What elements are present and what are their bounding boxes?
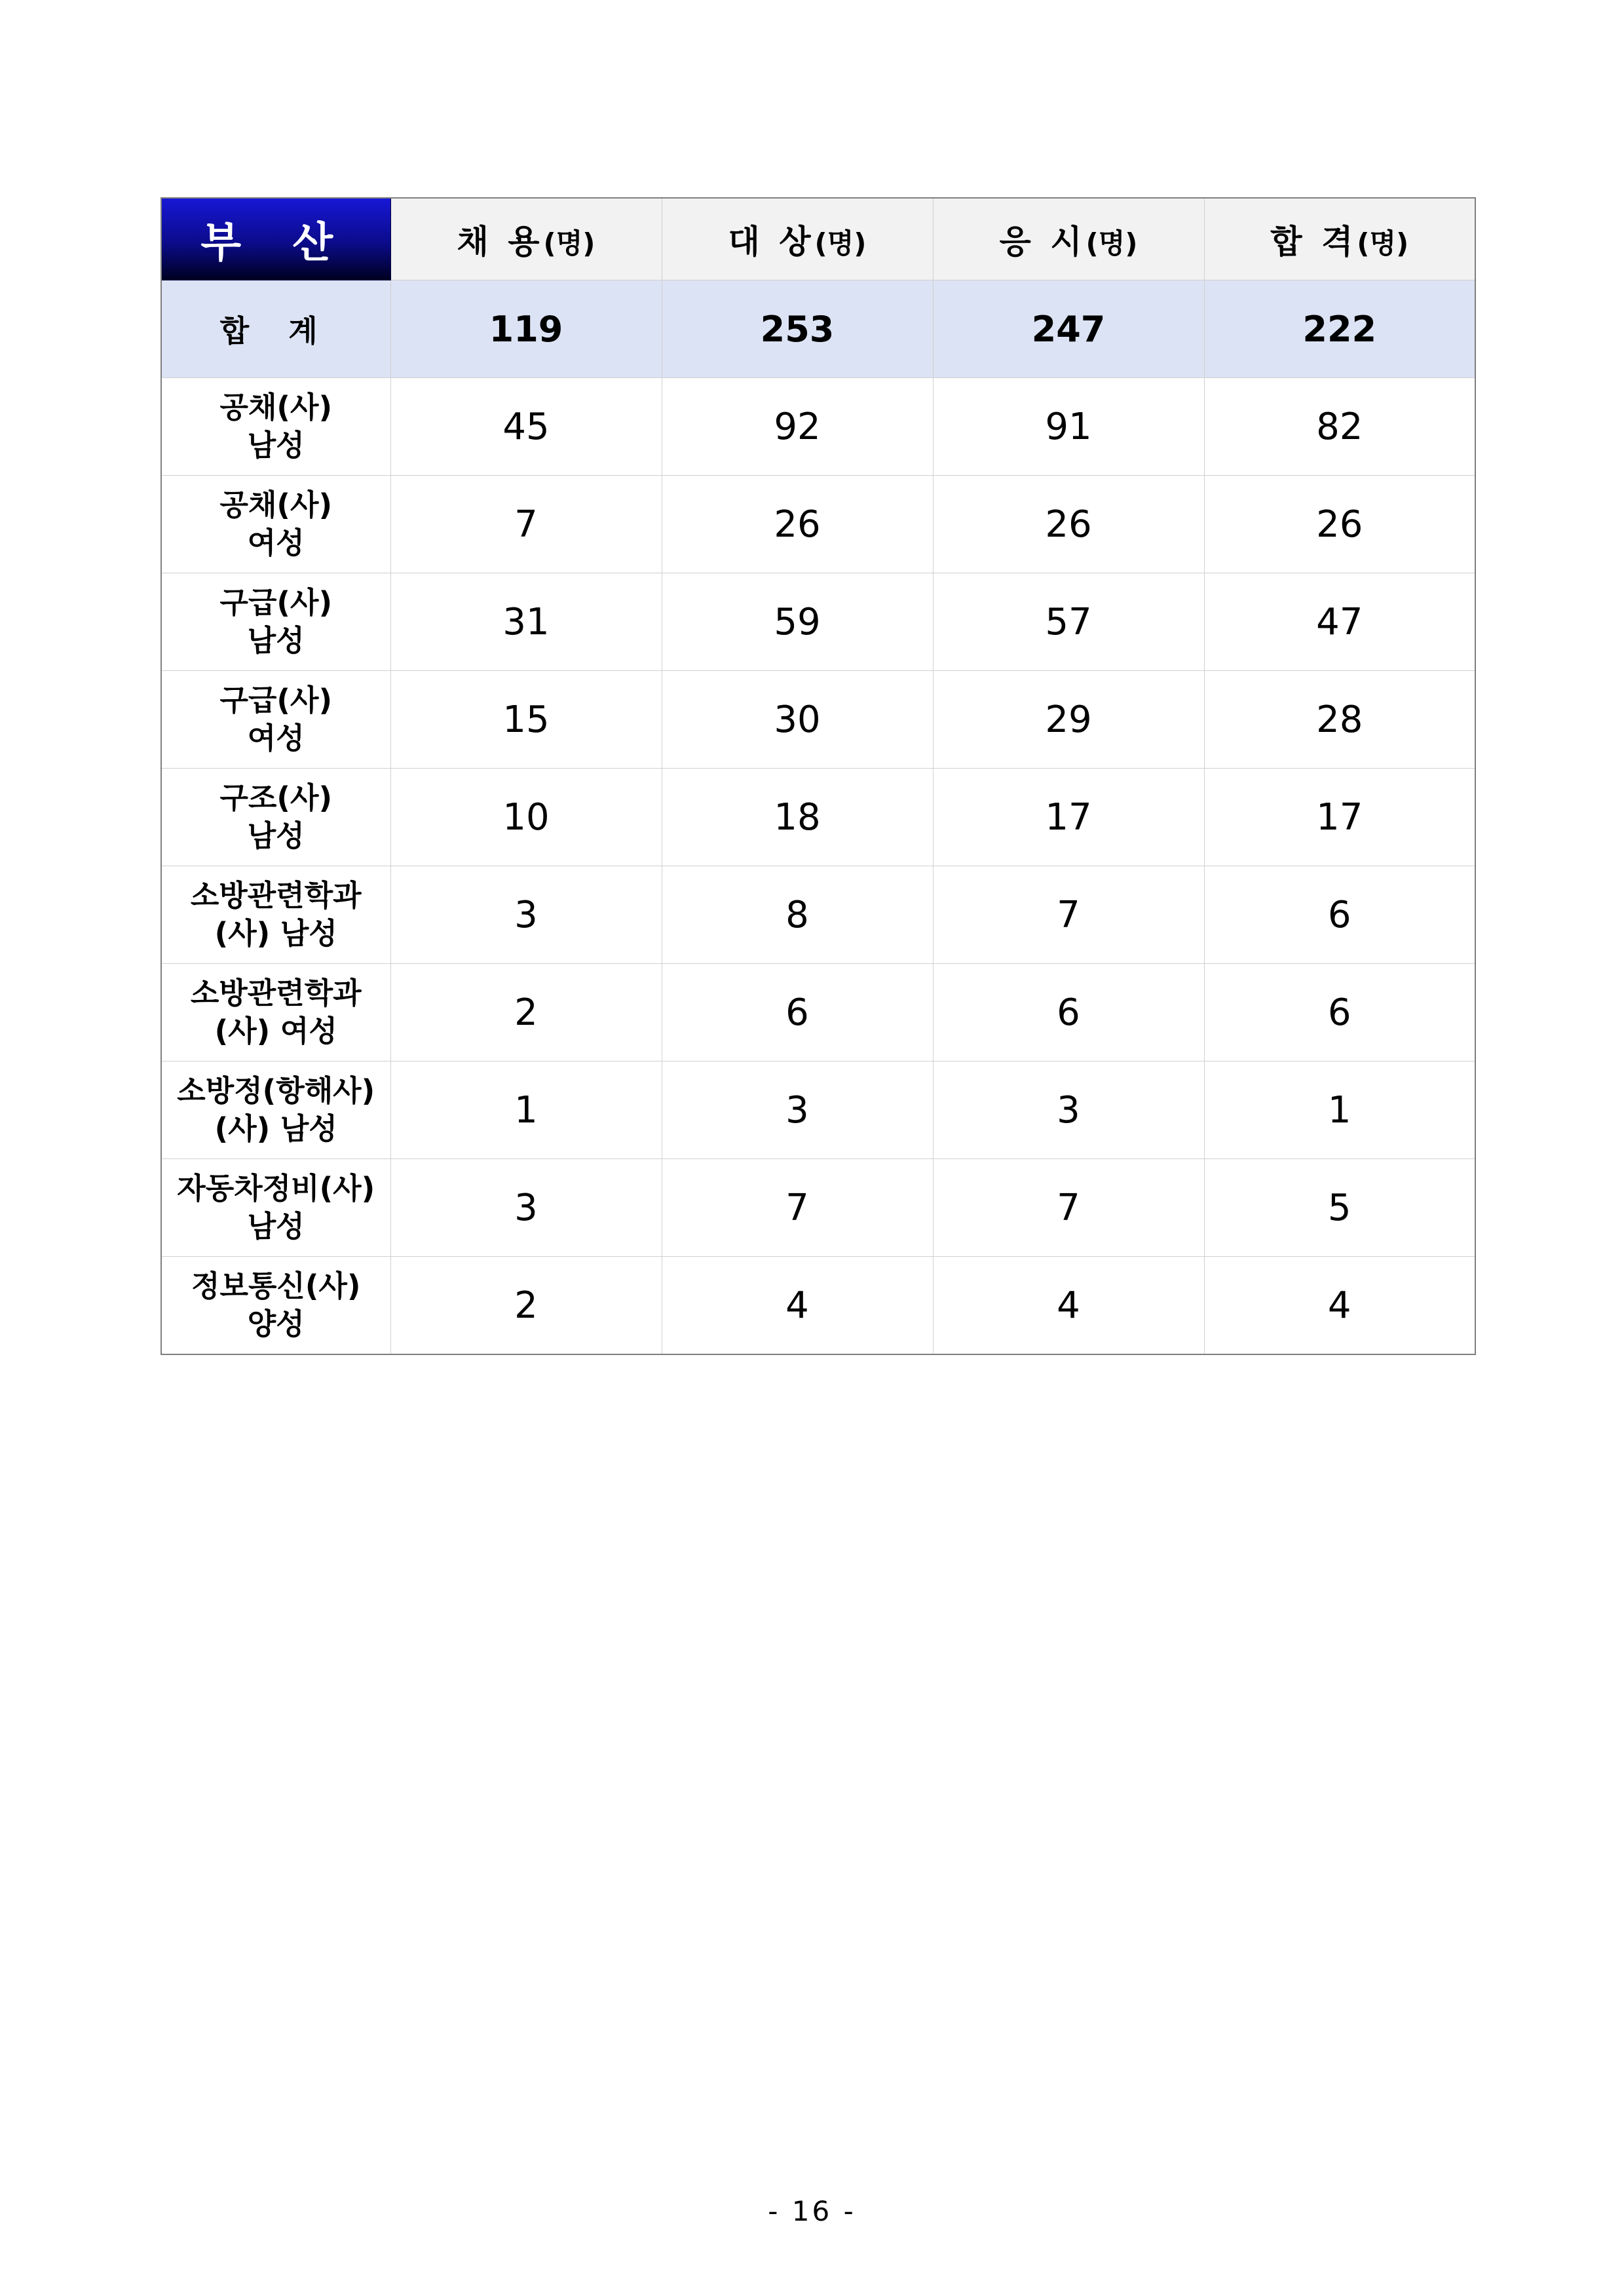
row-label-line2: 남성 — [247, 1209, 305, 1244]
cell-recruit: 15 — [390, 671, 662, 769]
header-eligible-label: 대 상 — [728, 223, 815, 261]
cell-passed: 28 — [1204, 671, 1475, 769]
header-passed-label: 합 격 — [1270, 223, 1357, 261]
row-label-line1: 자동차정비(사) — [177, 1171, 375, 1206]
row-label-line1: 구급(사) — [219, 683, 333, 718]
table-row — [161, 769, 1475, 866]
cell-passed: 6 — [1204, 964, 1475, 1062]
row-label-line2: (사) 여성 — [214, 1014, 337, 1048]
total-passed: 222 — [1204, 280, 1475, 378]
cell-passed: 6 — [1204, 866, 1475, 964]
cell-eligible: 6 — [662, 964, 933, 1062]
table-row — [161, 866, 1475, 964]
cell-eligible: 4 — [662, 1257, 933, 1355]
cell-recruit: 7 — [390, 476, 662, 573]
total-label: 합 계 — [161, 280, 390, 378]
cell-applied: 57 — [933, 573, 1204, 671]
cell-applied: 29 — [933, 671, 1204, 769]
header-eligible-unit: (명) — [814, 227, 867, 259]
cell-passed: 4 — [1204, 1257, 1475, 1355]
cell-applied: 7 — [933, 866, 1204, 964]
row-label — [161, 378, 390, 476]
row-label-line1: 공채(사) — [219, 488, 333, 522]
cell-recruit: 31 — [390, 573, 662, 671]
row-label — [161, 866, 390, 964]
row-label-line2: (사) 남성 — [214, 916, 337, 951]
row-label-line2: (사) 남성 — [214, 1111, 337, 1146]
table-row — [161, 378, 1475, 476]
row-label — [161, 1257, 390, 1355]
cell-eligible: 8 — [662, 866, 933, 964]
table-row — [161, 573, 1475, 671]
cell-recruit: 2 — [390, 1257, 662, 1355]
cell-recruit: 10 — [390, 769, 662, 866]
row-label-line2: 남성 — [247, 623, 305, 658]
cell-passed: 1 — [1204, 1062, 1475, 1159]
total-eligible: 253 — [662, 280, 933, 378]
row-label-line1: 구조(사) — [219, 780, 333, 815]
cell-recruit: 2 — [390, 964, 662, 1062]
cell-eligible: 26 — [662, 476, 933, 573]
cell-eligible: 3 — [662, 1062, 933, 1159]
header-applied-label: 응 시 — [999, 223, 1086, 261]
recruitment-results-table — [161, 197, 1476, 1355]
row-label — [161, 476, 390, 573]
cell-recruit: 3 — [390, 1159, 662, 1257]
cell-applied: 91 — [933, 378, 1204, 476]
row-label — [161, 769, 390, 866]
header-recruit-unit: (명) — [543, 227, 595, 259]
row-label — [161, 573, 390, 671]
header-passed-unit: (명) — [1357, 227, 1409, 259]
cell-recruit: 3 — [390, 866, 662, 964]
region-header: 부 산 — [161, 198, 390, 280]
row-label-line1: 정보통신(사) — [191, 1269, 361, 1303]
row-label-line1: 소방관련학과 — [190, 878, 362, 913]
row-label-line1: 소방정(항해사) — [177, 1073, 375, 1108]
cell-applied: 17 — [933, 769, 1204, 866]
header-recruit — [390, 198, 662, 280]
total-row — [161, 280, 1475, 378]
row-label-line2: 남성 — [247, 818, 305, 853]
cell-applied: 4 — [933, 1257, 1204, 1355]
row-label — [161, 671, 390, 769]
table-header-row — [161, 198, 1475, 280]
cell-recruit: 1 — [390, 1062, 662, 1159]
row-label-line2: 여성 — [247, 526, 305, 560]
cell-applied: 26 — [933, 476, 1204, 573]
row-label — [161, 1062, 390, 1159]
total-applied: 247 — [933, 280, 1204, 378]
cell-eligible: 30 — [662, 671, 933, 769]
header-applied — [933, 198, 1204, 280]
cell-passed: 26 — [1204, 476, 1475, 573]
cell-recruit: 45 — [390, 378, 662, 476]
cell-applied: 6 — [933, 964, 1204, 1062]
cell-eligible: 7 — [662, 1159, 933, 1257]
cell-eligible: 18 — [662, 769, 933, 866]
row-label-line1: 구급(사) — [219, 585, 333, 620]
row-label — [161, 964, 390, 1062]
table-row — [161, 1159, 1475, 1257]
header-passed — [1204, 198, 1475, 280]
cell-eligible: 92 — [662, 378, 933, 476]
cell-applied: 7 — [933, 1159, 1204, 1257]
cell-passed: 47 — [1204, 573, 1475, 671]
table-row — [161, 476, 1475, 573]
row-label-line1: 소방관련학과 — [190, 976, 362, 1010]
cell-passed: 17 — [1204, 769, 1475, 866]
cell-passed: 82 — [1204, 378, 1475, 476]
total-recruit: 119 — [390, 280, 662, 378]
cell-applied: 3 — [933, 1062, 1204, 1159]
row-label-line2: 여성 — [247, 721, 305, 756]
header-applied-unit: (명) — [1086, 227, 1138, 259]
cell-passed: 5 — [1204, 1159, 1475, 1257]
row-label-line1: 공채(사) — [219, 390, 333, 425]
table-row — [161, 671, 1475, 769]
header-recruit-label: 채 용 — [457, 223, 544, 261]
recruitment-table-container — [161, 197, 1475, 1355]
row-label — [161, 1159, 390, 1257]
page-number: - 16 - — [768, 2195, 856, 2227]
table-row — [161, 1257, 1475, 1355]
row-label-line2: 남성 — [247, 428, 305, 463]
table-row — [161, 964, 1475, 1062]
row-label-line2: 양성 — [247, 1307, 305, 1341]
cell-eligible: 59 — [662, 573, 933, 671]
header-eligible — [662, 198, 933, 280]
table-row — [161, 1062, 1475, 1159]
